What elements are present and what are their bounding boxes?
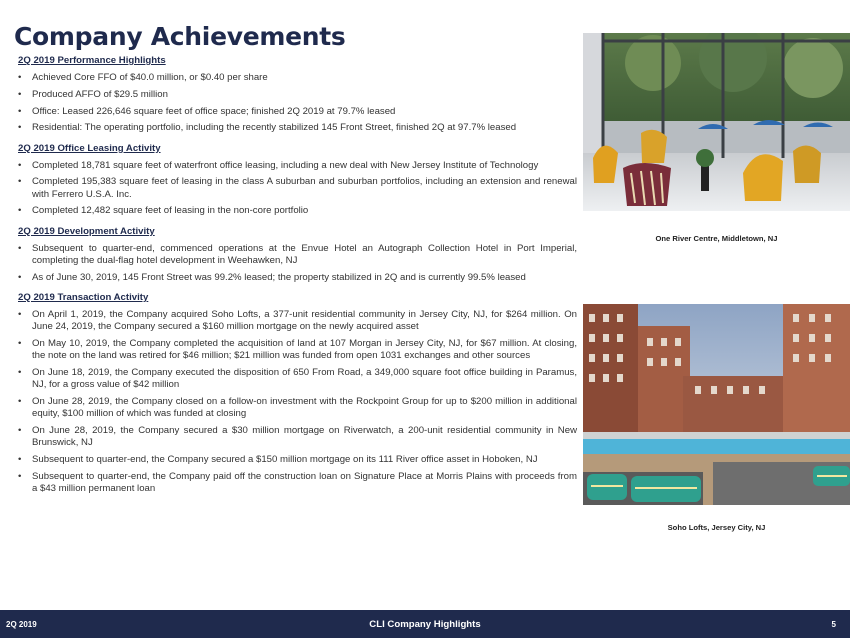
page-number: 5	[831, 620, 836, 629]
list-item: • On May 10, 2019, the Company completed the acquisition of land at 107 Morgan in Jersey City, NJ, for $67 million. At closing, the note on the land was retired for $46 million; $21 million was funded from open 1031 exchanges and other sources	[18, 338, 577, 362]
photo-caption-one-river-centre: One River Centre, Middletown, NJ	[655, 234, 778, 243]
section-heading-office-leasing: 2Q 2019 Office Leasing Activity	[18, 142, 161, 154]
list-item: • Completed 12,482 square feet of leasing in the non-core portfolio	[18, 205, 577, 217]
list-item: • Completed 18,781 square feet of waterfront office leasing, including a new deal with New Jersey Institute of Technology	[18, 160, 577, 172]
photo-one-river-centre	[583, 33, 850, 211]
list-item: • Completed 195,383 square feet of leasing in the class A suburban and suburban portfolios, including an extension and renewal with Ferrero U.S.A. Inc.	[18, 176, 577, 200]
list-item: • Produced AFFO of $29.5 million	[18, 89, 577, 101]
list-item: • Office: Leased 226,646 square feet of office space; finished 2Q 2019 at 79.7% leased	[18, 106, 577, 118]
development-list	[18, 243, 577, 284]
performance-list	[18, 72, 577, 135]
list-item: • Achieved Core FFO of $40.0 million, or $0.40 per share	[18, 72, 577, 84]
section-heading-performance: 2Q 2019 Performance Highlights	[18, 55, 166, 66]
photo-caption-soho-lofts: Soho Lofts, Jersey City, NJ	[667, 523, 766, 532]
footer-date: 2Q 2019	[6, 620, 37, 629]
list-item: • Subsequent to quarter-end, the Company secured a $150 million mortgage on its 111 River office asset in Hoboken, NJ	[18, 454, 577, 466]
list-item: • On June 28, 2019, the Company closed on a follow-on investment with the Rockpoint Group for up to $200 million in additional equity, $100 million of which was funded at closing	[18, 396, 577, 420]
footer-bar	[0, 610, 850, 638]
photo-soho-lofts	[583, 304, 850, 505]
page-title: Company Achievements	[14, 22, 346, 51]
list-item: • Subsequent to quarter-end, commenced operations at the Envue Hotel an Autograph Collection Hotel in Port Imperial, completing the dual-flag hotel development in Weehawken, NJ	[18, 243, 577, 267]
list-item: • On April 1, 2019, the Company acquired Soho Lofts, a 377-unit residential community in Jersey City, NJ, for $264 million. On June 24, 2019, the Company secured a $160 million mortgage on the newly acquired asset	[18, 309, 577, 333]
list-item: • As of June 30, 2019, 145 Front Street was 99.2% leased; the property stabilized in 2Q and is currently 99.5% leased	[18, 272, 577, 284]
section-heading-development: 2Q 2019 Development Activity	[18, 225, 155, 237]
list-item: • Residential: The operating portfolio, including the recently stabilized 145 Front Street, finished 2Q at 97.7% leased	[18, 122, 577, 134]
list-item: • Subsequent to quarter-end, the Company paid off the construction loan on Signature Place at Morris Plains with proceeds from a $43 million permanent loan	[18, 471, 577, 495]
list-item: • On June 18, 2019, the Company executed the disposition of 650 From Road, a 349,000 square foot office building in Paramus, NJ, for a gross value of $42 million	[18, 367, 577, 391]
achievements-content	[18, 55, 577, 500]
list-item: • On June 28, 2019, the Company secured a $30 million mortgage on Riverwatch, a 200-unit residential community in New Brunswick, NJ	[18, 425, 577, 449]
office-leasing-list	[18, 160, 577, 218]
footer-title: CLI Company Highlights	[369, 619, 481, 630]
transaction-list	[18, 309, 577, 495]
section-heading-transaction: 2Q 2019 Transaction Activity	[18, 291, 149, 303]
